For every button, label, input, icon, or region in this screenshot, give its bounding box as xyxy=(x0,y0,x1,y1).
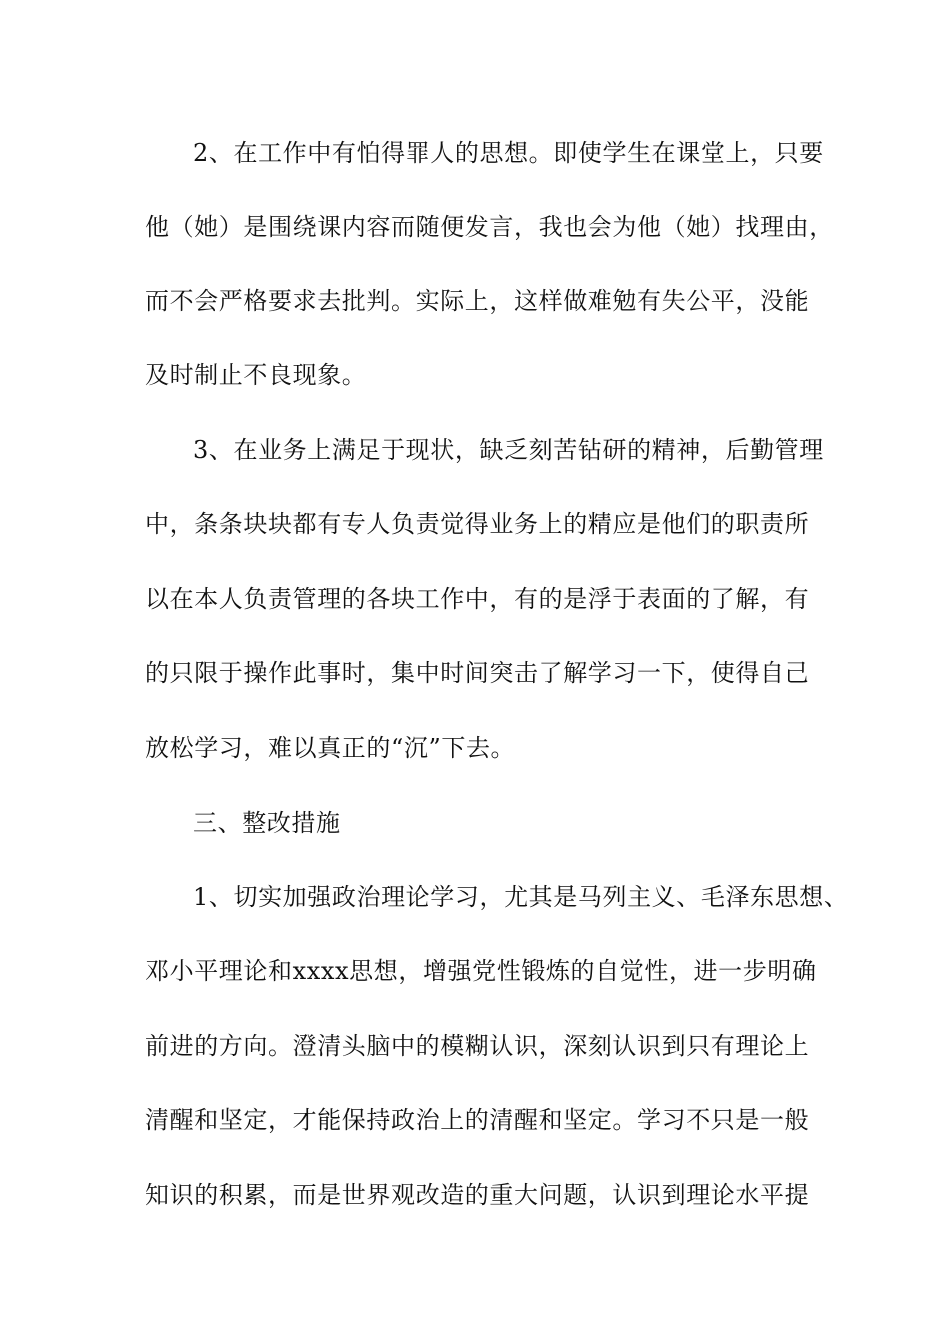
paragraph-2-line-4: 及时制止不良现象。 xyxy=(145,361,367,389)
paragraph-3-line-5: 放松学习，难以真正的“沉”下去。 xyxy=(145,734,516,762)
measure-1-line-4: 清醒和坚定，才能保持政治上的清醒和坚定。学习不只是一般 xyxy=(145,1106,810,1134)
measure-1-line-2: 邓小平理论和xxxx思想，增强党性锻炼的自觉性，进一步明确 xyxy=(145,957,817,985)
paragraph-3-line-1: 3、在业务上满足于现状，缺乏刻苦钻研的精神，后勤管理 xyxy=(193,436,824,464)
section-heading: 三、整改措施 xyxy=(193,809,341,837)
paragraph-2-line-3: 而不会严格要求去批判。实际上，这样做难勉有失公平，没能 xyxy=(145,287,810,315)
measure-1-line-3: 前进的方向。澄清头脑中的模糊认识，深刻认识到只有理论上 xyxy=(145,1032,810,1060)
paragraph-2-line-1: 2、在工作中有怕得罪人的思想。即使学生在课堂上，只要 xyxy=(193,139,824,167)
paragraph-3-line-3: 以在本人负责管理的各块工作中，有的是浮于表面的了解，有 xyxy=(145,585,810,613)
measure-1-line-1: 1、切实加强政治理论学习，尤其是马列主义、毛泽东思想、 xyxy=(193,883,849,911)
paragraph-3-line-2: 中，条条块块都有专人负责觉得业务上的精应是他们的职责所 xyxy=(145,510,810,538)
paragraph-2-line-2: 他（她）是围绕课内容而随便发言，我也会为他（她）找理由， xyxy=(145,213,834,241)
measure-1-line-5: 知识的积累，而是世界观改造的重大问题，认识到理论水平提 xyxy=(145,1181,810,1209)
paragraph-3-line-4: 的只限于操作此事时，集中时间突击了解学习一下，使得自己 xyxy=(145,659,810,687)
